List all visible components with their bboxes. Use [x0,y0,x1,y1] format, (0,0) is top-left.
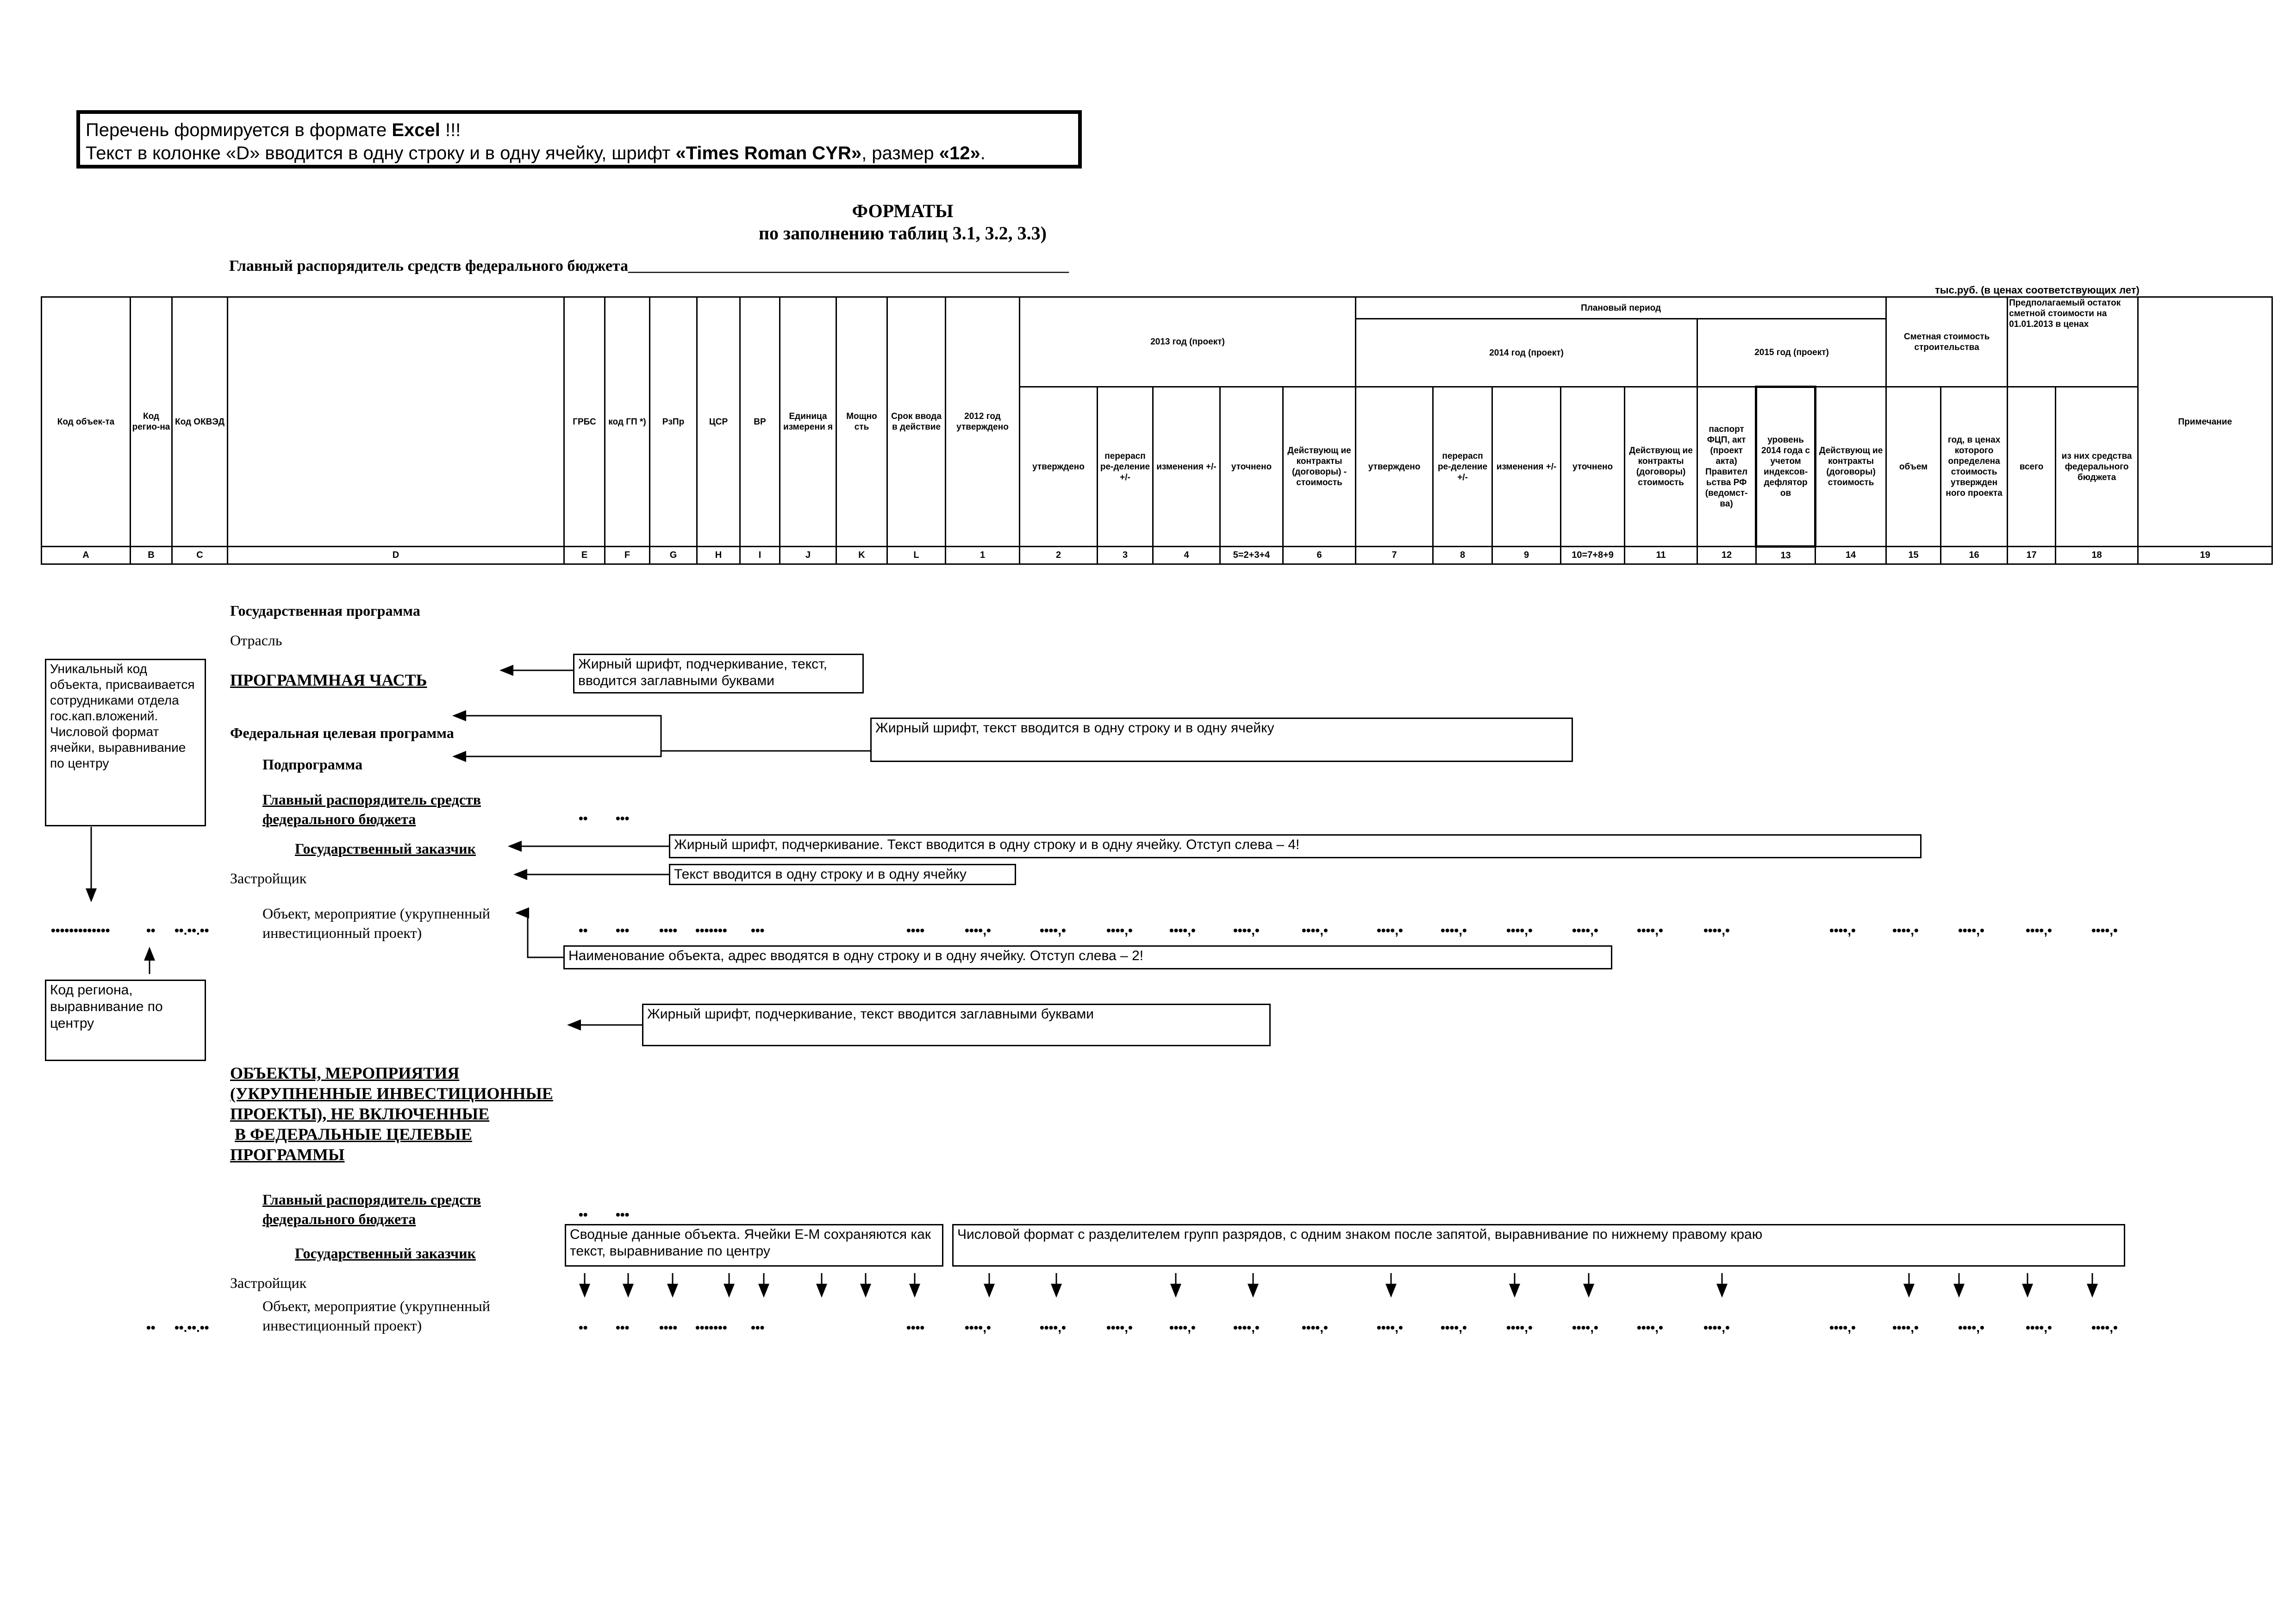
ph-num-row1: ••••,• [1441,923,1467,937]
ph-num-row2: ••••,• [2026,1320,2052,1335]
ph-num-row1: ••••,• [965,923,991,937]
ph-num-row2: ••••,• [1892,1320,1919,1335]
ph-gp-row2: ••• [616,1320,630,1335]
col-15-header: объем [1886,387,1941,547]
row-object: Объект, мероприятие (укрупненный инвестиционный проект) [262,905,490,941]
page-subtitle: по заполнению таблиц 3.1, 3.2, 3.3) [758,223,1047,244]
column-letter-cell: 5=2+3+4 [1220,547,1283,564]
column-letter-cell: 7 [1356,547,1433,564]
group-2013-header: 2013 год (проект) [1020,297,1356,387]
ph-num-row2: ••••,• [1703,1320,1730,1335]
ph-num-row1: ••••,• [1233,923,1260,937]
col-h-header: ЦСР [697,297,740,547]
callout-region-code: Код региона, выравнивание по центру [45,980,206,1061]
col-f-header: код ГП *) [605,297,650,547]
column-letter-cell: 8 [1433,547,1492,564]
row-zastr-2: Застройщик [230,1274,307,1291]
ph-num-row2: ••••,• [1040,1320,1066,1335]
ph-num-row2: ••••,• [1506,1320,1533,1335]
notice-line-2: Текст в колонке «D» вводится в одну строку и в одну ячейку, шрифт «Times Roman CYR», размер «12». [86,143,986,163]
column-letter-cell: 18 [2056,547,2138,564]
callout-unique-code: Уникальный код объекта, присваивается сотрудниками отдела гос.кап.вложений. Числовой формат ячейки, выравнивание по центру [45,659,206,826]
col-8-header: перерасп ре-деление +/- [1433,387,1492,547]
ph-srok-row2: •••• [906,1320,925,1335]
column-letter-cell: D [228,547,564,564]
callout-fcp: Жирный шрифт, текст вводится в одну строку и в одну ячейку [870,718,1573,762]
group-2015-header: 2015 год (проект) [1697,319,1886,387]
row-grbs-1: Главный распорядитель средств федерального бюджета [262,791,481,827]
col-e-header: ГРБС [564,297,605,547]
column-letter-cell: H [697,547,740,564]
col-3-header: перерасп ре-деление +/- [1098,387,1153,547]
page-title: ФОРМАТЫ [852,200,954,221]
col-19-header: Примечание [2138,297,2272,547]
callout-zastr: Текст вводится в одну строку и в одну ячейку [669,864,1016,885]
callout-gos-zak: Жирный шрифт, подчеркивание. Текст вводится в одну строку и в одну ячейку. Отступ слева – 4! [669,834,1922,858]
ph-num-row2: ••••,• [1302,1320,1328,1335]
ph-region-2: •• [146,1320,156,1335]
ph-num-row1: ••••,• [1703,923,1730,937]
ph-num-row1: ••••,• [1169,923,1196,937]
row-object-2: Объект, мероприятие (укрупненный инвестиционный проект) [262,1298,490,1334]
ph-grbs-row1: •• [579,923,588,937]
col-5-header: уточнено [1220,387,1283,547]
column-letter-cell: J [780,547,836,564]
column-letter-cell: 12 [1697,547,1756,564]
ph-grbs-1: •• [579,811,588,825]
row-nonprog: ОБЪЕКТЫ, МЕРОПРИЯТИЯ (УКРУПНЕННЫЕ ИНВЕСТИЦИОННЫЕ ПРОЕКТЫ), НЕ ВКЛЮЧЕННЫЕ В ФЕДЕРАЛЬНЫЕ ЦЕЛЕВЫЕ ПРОГРАММЫ [230,1064,553,1164]
notice-line-1: Перечень формируется в формате Excel !!! [86,120,461,140]
col-4-header: изменения +/- [1153,387,1220,547]
column-letter-cell: 1 [946,547,1020,564]
row-prog-part: ПРОГРАММНАЯ ЧАСТЬ [230,671,427,689]
column-letter-cell: F [605,547,650,564]
ph-gp-row1: ••• [616,923,630,937]
column-letter-cell: 17 [2008,547,2056,564]
ph-rzpr-row1: •••• [659,923,678,937]
col-g-header: РзПр [650,297,697,547]
callout-numeric: Числовой формат с разделителем групп разрядов, с одним знаком после запятой, выравнивание по нижнему правому краю [952,1224,2125,1267]
column-letter-cell: I [740,547,780,564]
ph-num-row1: ••••,• [2026,923,2052,937]
ph-csr-row2: ••••••• [695,1320,727,1335]
ph-num-row1: ••••,• [1958,923,1984,937]
grbs-line: Главный распорядитель средств федерального бюджета________________________________________________________ [229,257,1069,275]
ph-num-row1: ••••,• [1377,923,1403,937]
col-2-header: утверждено [1020,387,1098,547]
column-letter-cell: 15 [1886,547,1941,564]
plan-period-header: Плановый период [1356,297,1886,319]
col-16-header: год, в ценах которого определена стоимость утвержден ного проекта [1941,387,2008,547]
row-fcp: Федеральная целевая программа [230,725,454,741]
column-letter-cell: 14 [1816,547,1886,564]
callout-summary: Сводные данные объекта. Ячейки E-M сохраняются как текст, выравнивание по центру [565,1224,943,1267]
col-11-header: Действующ ие контракты (договоры) стоимость [1625,387,1697,547]
column-letter-cell: 11 [1625,547,1697,564]
ph-grbs-2: •• [579,1207,588,1222]
ph-num-row1: ••••,• [1040,923,1066,937]
column-letter-cell: 2 [1020,547,1098,564]
ph-gp-2: ••• [616,1207,630,1222]
row-gos-zak: Государственный заказчик [295,840,476,857]
col-9-header: изменения +/- [1492,387,1561,547]
ph-num-row2: ••••,• [2091,1320,2118,1335]
column-letter-cell: C [172,547,228,564]
ph-num-row2: ••••,• [1233,1320,1260,1335]
units-note: тыс.руб. (в ценах соответствующих лет) [1935,284,2140,296]
column-letter-cell: 13 [1756,547,1816,564]
ph-num-row1: ••••,• [1829,923,1856,937]
ph-num-row2: ••••,• [1441,1320,1467,1335]
callout-obj-name: Наименование объекта, адрес вводятся в одну строку и в одну ячейку. Отступ слева – 2! [563,945,1612,969]
column-letter-cell: 9 [1492,547,1561,564]
row-zastr: Застройщик [230,870,307,887]
ph-okved-2: ••.••.•• [175,1320,209,1335]
ph-num-row1: ••••,• [1892,923,1919,937]
col-12-header: паспорт ФЦП, акт (проект акта) Правител ьства РФ (ведомст-ва) [1697,387,1756,547]
ph-vr-row2: ••• [751,1320,765,1335]
col-a-header: Код объек-та [42,297,131,547]
ph-num-row1: ••••,• [1637,923,1663,937]
col-13-header: уровень 2014 года с учетом индексов-дефлятор ов [1756,387,1816,547]
row-grbs-2: Главный распорядитель средств федерального бюджета [262,1191,481,1227]
ph-num-row1: ••••,• [1506,923,1533,937]
column-letter-cell: B [131,547,172,564]
ph-num-row2: ••••,• [1958,1320,1984,1335]
ph-num-row2: ••••,• [965,1320,991,1335]
col-1-header: 2012 год утверждено [946,297,1020,547]
column-letter-cell: K [836,547,887,564]
column-letter-cell: 16 [1941,547,2008,564]
col-l-header: Срок ввода в действие [887,297,946,547]
ph-num-row1: ••••,• [1106,923,1133,937]
column-letter-cell: L [887,547,946,564]
column-letter-cell: 19 [2138,547,2272,564]
row-podprog: Подпрограмма [262,756,363,773]
col-i-header: ВР [740,297,780,547]
column-letter-cell: 4 [1153,547,1220,564]
ph-srok-row1: •••• [906,923,925,937]
col-b-header: Код регио-на [131,297,172,547]
ph-okved: ••.••.•• [175,923,209,937]
col-10-header: уточнено [1561,387,1625,547]
smeta-header: Сметная стоимость строительства [1886,297,2008,387]
ph-num-row2: ••••,• [1637,1320,1663,1335]
ph-region: •• [146,923,156,937]
ph-vr-row1: ••• [751,923,765,937]
column-letter-cell: 3 [1098,547,1153,564]
ph-num-row2: ••••,• [1169,1320,1196,1335]
row-gos-zak-2: Государственный заказчик [295,1245,476,1262]
column-letter-cell: A [42,547,131,564]
ph-gp-1: ••• [616,811,630,825]
arrow-podprog [454,751,870,756]
row-gos-prog: Государственная программа [230,602,420,619]
column-letter-cell: 6 [1283,547,1356,564]
col-7-header: утверждено [1356,387,1433,547]
ph-num-row2: ••••,• [1377,1320,1403,1335]
ph-rzpr-row2: •••• [659,1320,678,1335]
callout-prog-part: Жирный шрифт, подчеркивание, текст, вводится заглавными буквами [573,654,864,693]
col-17-header: всего [2008,387,2056,547]
col-j-header: Единица измерени я [780,297,836,547]
ph-obj-code: ••••••••••••• [51,923,110,937]
column-letter-cell: G [650,547,697,564]
col-18-header: из них средства федерального бюджета [2056,387,2138,547]
ph-num-row2: ••••,• [1829,1320,1856,1335]
col-c-header: Код ОКВЭД [172,297,228,547]
ph-num-row2: ••••,• [1106,1320,1133,1335]
row-otrasl: Отрасль [230,632,282,649]
col-14-header: Действующ ие контракты (договоры) стоимость [1816,387,1886,547]
group-2014-header: 2014 год (проект) [1356,319,1697,387]
column-letter-cell: E [564,547,605,564]
arrow-fcp [454,716,870,751]
column-letter-cell: 10=7+8+9 [1561,547,1625,564]
ph-csr-row1: ••••••• [695,923,727,937]
ph-grbs-row2: •• [579,1320,588,1335]
arrow-obj-name [517,913,563,957]
col-k-header: Мощно сть [836,297,887,547]
ph-num-row1: ••••,• [1572,923,1598,937]
callout-nonprog: Жирный шрифт, подчеркивание, текст вводится заглавными буквами [642,1004,1271,1046]
col-6-header: Действующ ие контракты (договоры) - стоимость [1283,387,1356,547]
ostatok-header: Предполагаемый остаток сметной стоимости на 01.01.2013 в ценах [2008,297,2138,387]
ph-num-row2: ••••,• [1572,1320,1598,1335]
ph-num-row1: ••••,• [1302,923,1328,937]
down-arrows [585,1273,2092,1296]
ph-num-row1: ••••,• [2091,923,2118,937]
